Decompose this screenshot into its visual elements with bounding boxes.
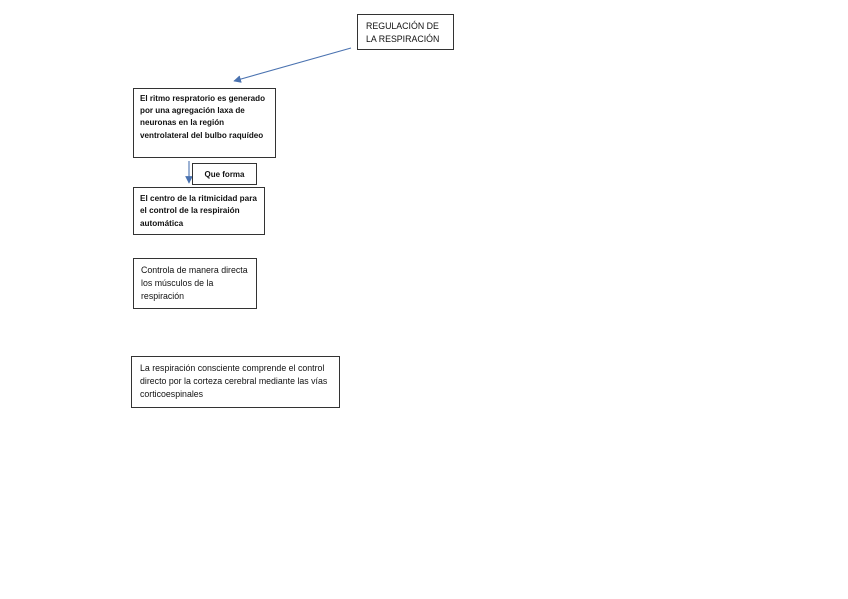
node-centro-text: El centro de la ritmicidad para el control de la respiraión automática [140,194,257,228]
node-controla-musculos [133,258,257,309]
node-consciente-text: La respiración consciente comprende el control directo por la corteza cerebral mediante las vías corticoespinales [140,363,328,399]
node-ritmo-text: El ritmo respratorio es generado por una agregación laxa de neuronas en la región ventrolateral del bulbo raquídeo [140,94,266,140]
diagram-title-node [357,14,454,50]
diagram-title: REGULACIÓN DE LA RESPIRACIÓN [366,21,440,44]
node-centro-ritmicidad [133,187,265,235]
node-ritmo-respiratorio [133,88,276,158]
connector-label-node [192,163,257,185]
node-respiracion-consciente [131,356,340,408]
arrow-title-to-ritmo [234,48,351,81]
node-controla-text: Controla de manera directa los músculos de la respiración [141,265,248,301]
connector-label-text: Que forma [204,170,245,179]
